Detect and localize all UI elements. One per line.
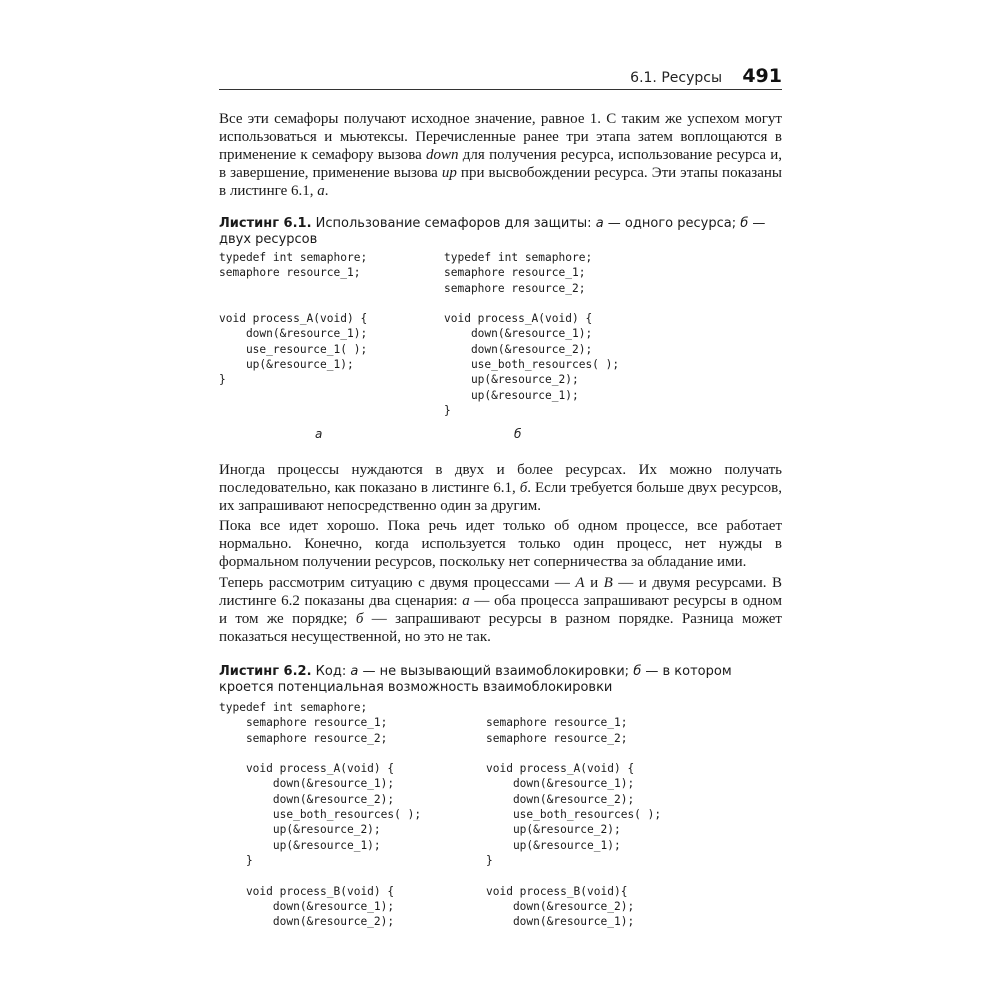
- listing-6-2-caption: Листинг 6.2. Код: а — не вызывающий взаимоблокировки; б — в котором кроется потенциальная возможность взаимоблокировки: [219, 664, 732, 695]
- paragraph-single-process: Пока все идет хорошо. Пока речь идет только об одном процессе, все работает нормально. Конечно, когда используется только один процесс, нет нужды в формальном получении ресурсов, поскольку нет соперничества за обладание ими.: [219, 518, 782, 570]
- listing-6-1-label-b: б: [514, 427, 522, 441]
- running-header: [219, 62, 782, 90]
- paragraph-semaphores: Все эти семафоры получают исходное значение, равное 1. С таким же успехом могут использоваться и мьютексы. Перечисленные ранее три этапа затем воплощаются в применение к семафору вызова down для получения ресурса, использование ресурса и, в завершение, применение вызова up при высвобождении ресурса. Эти этапы показаны в листинге 6.1, а.: [219, 111, 783, 199]
- page-number: 491: [742, 65, 782, 87]
- paragraph-multiple-resources: Иногда процессы нуждаются в двух и более ресурсах. Их можно получать последовательно, как показано в листинге 6.1, б. Если требуется больше двух ресурсов, их запрашивают непосредственно один за другим.: [219, 462, 782, 514]
- listing-6-2-code-b: semaphore resource_1; semaphore resource_2; void process_A(void) { down(&resource_1); down(&resource_2); use_both_resources( ); up(&resource_2); up(&resource_1); } void process_B(void){ down(&resource_2); down(&resource_1);: [486, 716, 662, 929]
- paragraph-two-processes: Теперь рассмотрим ситуацию с двумя процессами — A и B — и двумя ресурсами. В листинге 6.2 показаны два сценария: а — оба процесса запрашивают ресурсы в одном и том же порядке; б — запрашивают ресурсы в разном порядке. Разница может показаться несущественной, но это не так.: [219, 575, 783, 645]
- header-rule: [219, 89, 782, 90]
- section-title: 6.1. Ресурсы: [630, 70, 722, 86]
- listing-6-1-label-a: а: [315, 427, 323, 441]
- listing-6-1-caption: Листинг 6.1. Использование семафоров для защиты: а — одного ресурса; б — двух ресурсов: [219, 216, 766, 247]
- listing-6-1-code-a: typedef int semaphore; semaphore resource_1; void process_A(void) { down(&resource_1); use_resource_1( ); up(&resource_1); }: [219, 251, 368, 387]
- listing-6-2-code-a: typedef int semaphore; semaphore resource_1; semaphore resource_2; void process_A(void) { down(&resource_1); down(&resource_2); use_both_resources( ); up(&resource_2); up(&resource_1); } void process_B(void) { down(&resource_1); down(&resource_2);: [219, 701, 422, 929]
- listing-6-1-code-b: typedef int semaphore; semaphore resource_1; semaphore resource_2; void process_A(void) { down(&resource_1); down(&resource_2); use_both_resources( ); up(&resource_2); up(&resource_1); }: [444, 251, 620, 417]
